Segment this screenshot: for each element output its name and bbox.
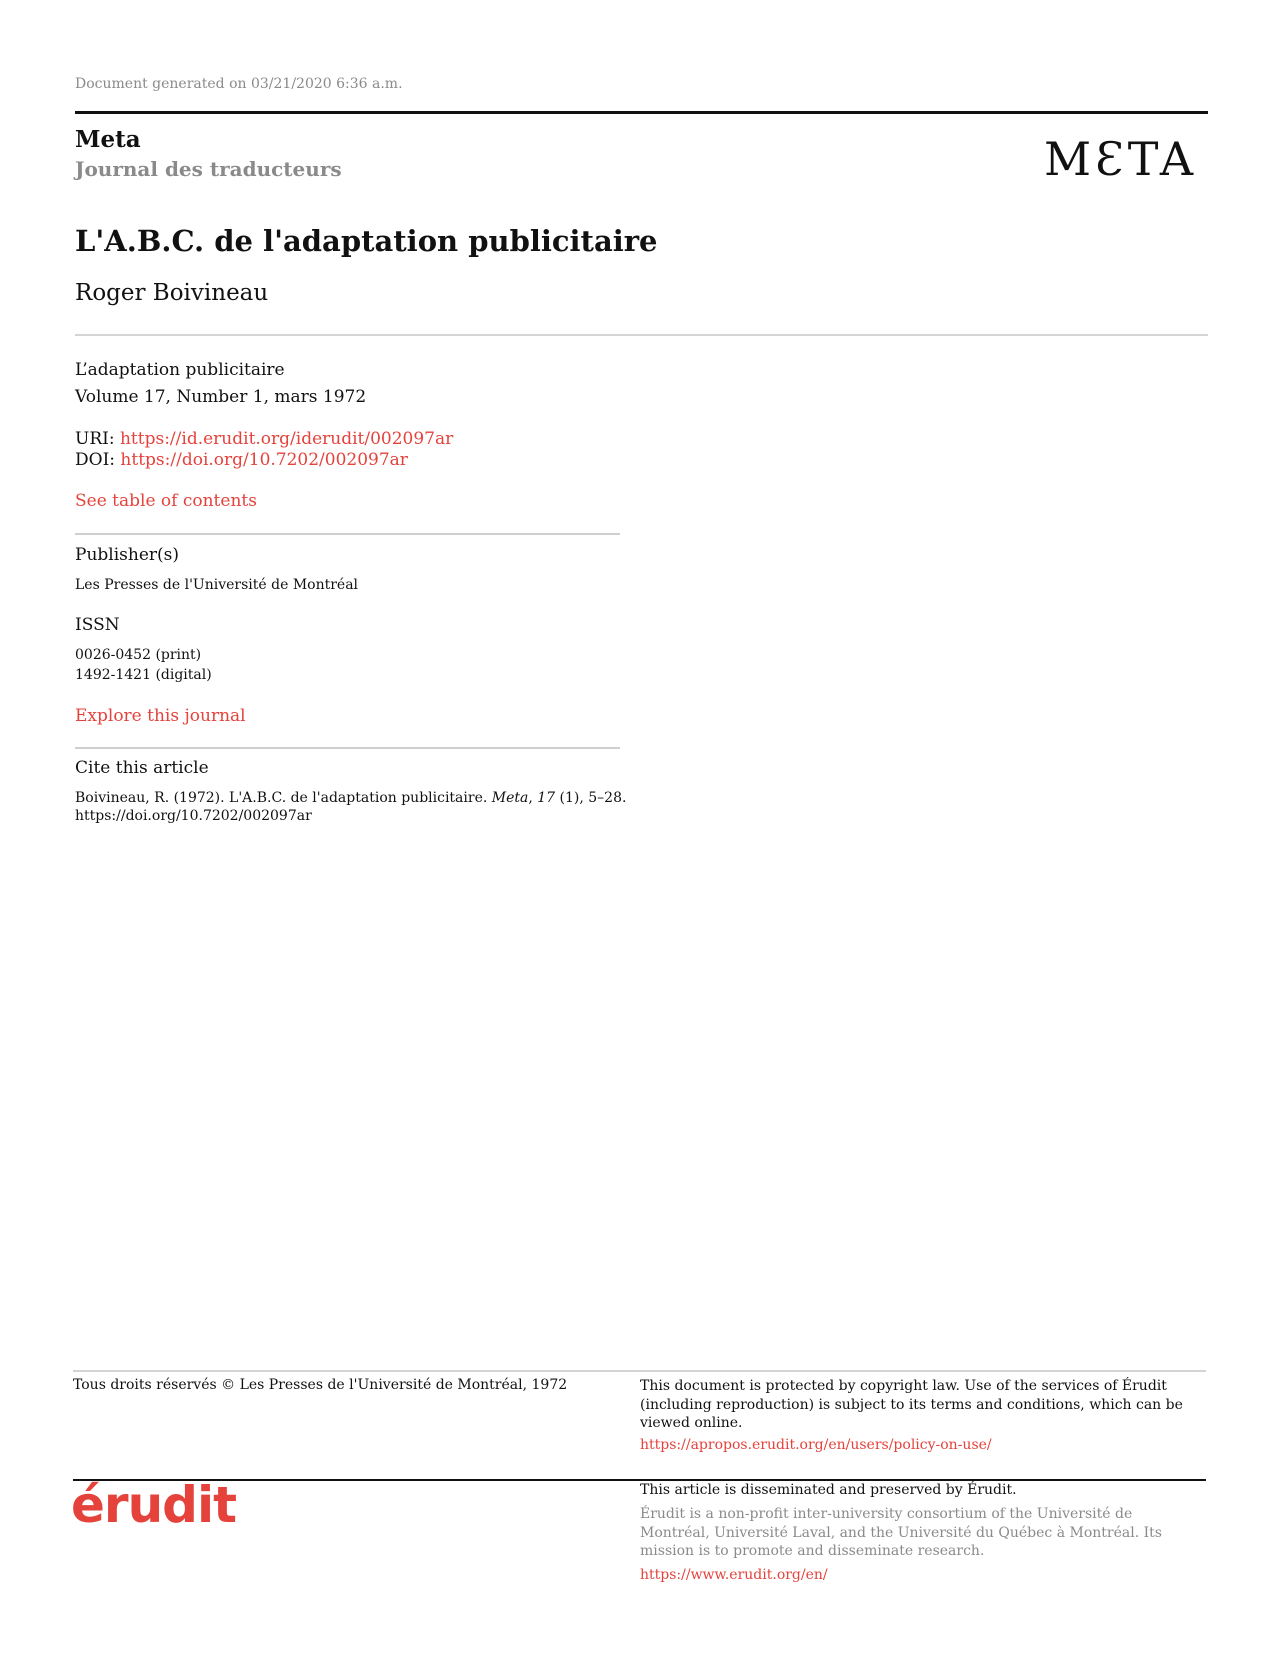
top-divider (75, 111, 1208, 114)
publisher-value: Les Presses de l'Université de Montréal (75, 577, 359, 593)
cite-post: (1), 5–28. (555, 790, 627, 806)
issn-heading: ISSN (75, 615, 120, 635)
footer-divider-bottom (73, 1479, 1206, 1481)
journal-name: Meta (75, 126, 141, 153)
issn-digital: 1492-1421 (digital) (75, 667, 212, 683)
footer-divider-top (73, 1370, 1206, 1372)
cite-doi: https://doi.org/10.7202/002097ar (75, 808, 312, 824)
erudit-site-link[interactable]: https://www.erudit.org/en/ (640, 1567, 828, 1583)
issn-print: 0026-0452 (print) (75, 647, 202, 663)
volume-info: Volume 17, Number 1, mars 1972 (75, 387, 367, 407)
article-author: Roger Boivineau (75, 280, 269, 306)
cite-volume: 17 (537, 790, 556, 806)
toc-link[interactable]: See table of contents (75, 491, 257, 511)
header-divider (75, 334, 1208, 336)
article-title: L'A.B.C. de l'adaptation publicitaire (75, 224, 658, 258)
cite-journal: Meta (491, 790, 529, 806)
disseminated-notice: This article is disseminated and preserved by Érudit. (640, 1482, 1017, 1498)
cite-sep: , (528, 790, 538, 806)
explore-journal-link[interactable]: Explore this journal (75, 706, 246, 726)
journal-subtitle: Journal des traducteurs (75, 157, 342, 181)
erudit-logo: érudit (71, 1476, 236, 1534)
cite-pre: Boivineau, R. (1972). L'A.B.C. de l'adaptation publicitaire. (75, 790, 492, 806)
section-divider-1 (75, 533, 620, 535)
publisher-heading: Publisher(s) (75, 545, 179, 565)
rights-statement: Tous droits réservés © Les Presses de l'Université de Montréal, 1972 (73, 1377, 568, 1393)
cite-heading: Cite this article (75, 758, 209, 778)
uri-line (75, 429, 453, 449)
uri-link[interactable]: https://id.erudit.org/iderudit/002097ar (119, 429, 454, 449)
section-divider-2 (75, 747, 620, 749)
meta-logo: MƐTA (1044, 132, 1198, 186)
copyright-notice: This document is protected by copyright law. Use of the services of Érudit (including reproduction) is subject to its terms and conditions, which can be viewed online. (640, 1378, 1183, 1431)
doi-link[interactable]: https://doi.org/10.7202/002097ar (120, 450, 408, 470)
doi-line (75, 450, 408, 470)
doi-label: DOI: (75, 450, 121, 470)
policy-link[interactable]: https://apropos.erudit.org/en/users/policy-on-use/ (640, 1437, 992, 1453)
erudit-mission: Érudit is a non-profit inter-university consortium of the Université de Montréal, Université Laval, and the Université du Québec à Montréal. Its mission is to promote and disseminate research. (640, 1506, 1162, 1559)
issue-theme: L’adaptation publicitaire (75, 360, 285, 380)
citation-text (75, 789, 635, 825)
uri-label: URI: (75, 429, 120, 449)
generated-date: Document generated on 03/21/2020 6:36 a.m. (75, 76, 403, 92)
